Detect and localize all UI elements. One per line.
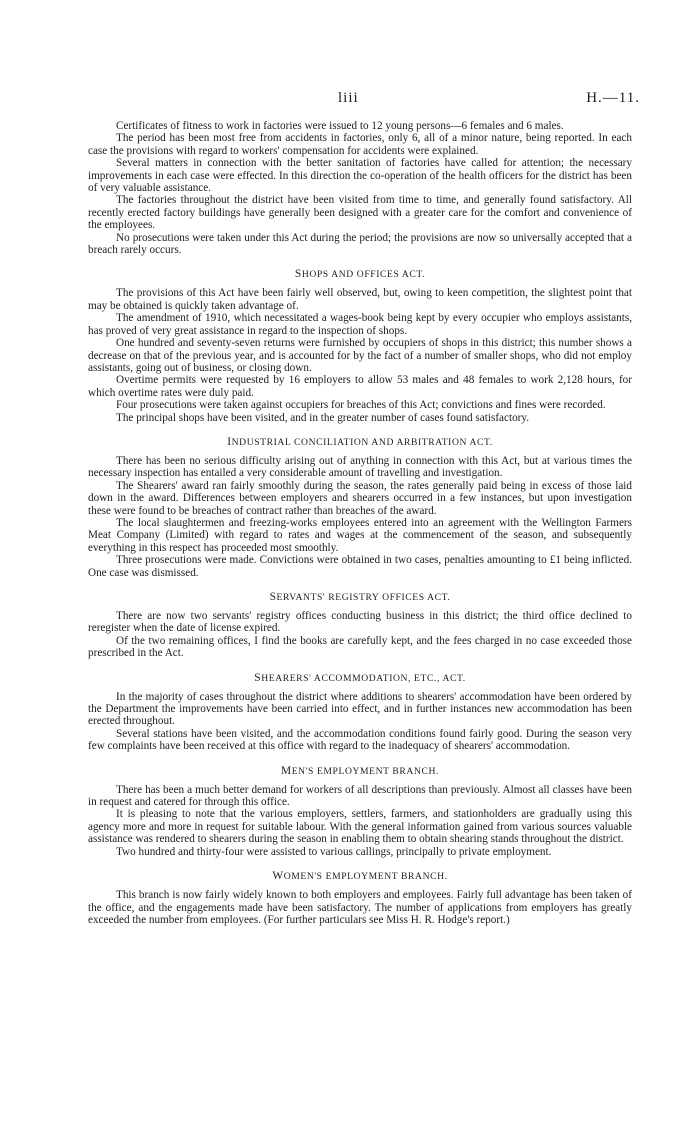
paragraph: The amendment of 1910, which necessitated a wages-book being kept by every occupier who employs assistants, has proved of very great assistance in regard to the inspection of shops.: [88, 312, 632, 337]
paragraph: Several matters in connection with the better sanitation of factories have called for attention; the necessary improvements in each case were effected. In this direction the co-operation of the health officers for the district has been of very valuable assistance.: [88, 157, 632, 195]
paragraph: There are now two servants' registry offices conducting business in this district; the third office declined to reregister when the date of license expired.: [88, 610, 632, 635]
page-header: [0, 90, 700, 110]
paragraph: The Shearers' award ran fairly smoothly during the season, the rates generally paid being in excess of those laid down in the award. Differences between employers and shearers occurred in a few instances, but upon investigation these were found to be breaches of contract rather than breaches of the award.: [88, 479, 632, 517]
section-heading: WOMEN'S EMPLOYMENT BRANCH.: [272, 870, 448, 883]
paragraph: The provisions of this Act have been fairly well observed, but, owing to keen competition, the slightest point that may be obtained is quickly taken advantage of.: [88, 287, 632, 312]
paragraph: Four prosecutions were taken against occupiers for breaches of this Act; convictions and fines were recorded.: [116, 399, 606, 412]
paragraph: In the majority of cases throughout the district where additions to shearers' accommodation have been ordered by the Department the improvements have been carried into effect, and in further instances new accommodation has been erected throughout.: [88, 690, 632, 728]
section-heading: SHOPS AND OFFICES ACT.: [294, 268, 426, 281]
paragraph: This branch is now fairly widely known to both employers and employees. Fairly full advantage has been taken of the office, and the engagements made have been satisfactory. The number of applications from employers has greatly exceeded the number from employees. (For further particulars see Miss H. R. Hodge's report.): [88, 889, 632, 926]
section-heading: SHEARERS' ACCOMMODATION, ETC., ACT.: [254, 671, 466, 684]
section: [88, 120, 632, 256]
section: [88, 672, 632, 753]
paragraph: Of the two remaining offices, I find the books are carefully kept, and the fees charged in no case exceeded those prescribed in the Act.: [88, 634, 632, 660]
page-number: liii: [338, 90, 359, 106]
paragraph: Three prosecutions were made. Convictions were obtained in two cases, penalties amounting to £1 being inflicted. One case was dismissed.: [88, 554, 632, 579]
section: [88, 870, 632, 926]
paragraph: No prosecutions were taken under this Act during the period; the provisions are now so universally accepted that a breach rarely occurs.: [88, 231, 632, 257]
paragraph: Certificates of fitness to work in factories were issued to 12 young persons—6 females and 6 males.: [116, 120, 564, 132]
document-body: [88, 120, 632, 926]
paragraph: The period has been most free from accidents in factories, only 6, all of a minor nature, being reported. In each case the provisions with regard to workers' compensation for accidents were explained.: [88, 132, 632, 157]
paragraph: It is pleasing to note that the various employers, settlers, farmers, and stationholders are gradually using this agency more and more in request for suitable labour. With the general information gained from various sources valuable assistance was rendered to shearers during the season in enabling them to obtain shearing stands throughout the district.: [88, 808, 632, 846]
section-heading: SERVANTS' REGISTRY OFFICES ACT.: [269, 591, 451, 603]
paragraph: There has been a much better demand for workers of all descriptions than previously. Almost all classes have been in request and catered for through this office.: [88, 783, 632, 809]
section: [88, 591, 632, 660]
paragraph: One hundred and seventy-seven returns were furnished by occupiers of shops in this district; this number shows a decrease on that of the previous year, and is accounted for by the fact of a number of smaller shops, who did not employ assistants, going out of business, or closing down.: [88, 337, 632, 374]
section: [88, 436, 632, 579]
paragraph: There has been no serious difficulty arising out of anything in connection with this Act, but at various times the necessary inspection has entailed a very considerable amount of travelling and investigation.: [88, 454, 632, 480]
paragraph: Two hundred and thirty-four were assisted to various callings, principally to private employment.: [116, 845, 552, 858]
section-heading: MEN'S EMPLOYMENT BRANCH.: [280, 764, 439, 777]
paragraph: The local slaughtermen and freezing-works employees entered into an agreement with the Wellington Farmers Meat Company (Limited) with regard to rates and wages at the commencement of the season, and subsequently everything in this respect has proceeded most smoothly.: [88, 516, 632, 554]
paragraph: Several stations have been visited, and the accommodation conditions found fairly good. During the season very few complaints have been received at this office with regard to the inadequacy of shearers' accommodation.: [88, 727, 632, 753]
section: [88, 765, 632, 858]
paragraph: The factories throughout the district have been visited from time to time, and generally found satisfactory. All recently erected factory buildings have generally been designed with a greater care for the comfort and convenience of the employees.: [88, 194, 632, 232]
section-heading: INDUSTRIAL CONCILIATION AND ARBITRATION ACT.: [227, 435, 493, 448]
document-reference: H.—11.: [586, 90, 640, 106]
section: [88, 268, 632, 423]
paragraph: The principal shops have been visited, and in the greater number of cases found satisfactory.: [116, 411, 530, 424]
paragraph: Overtime permits were requested by 16 employers to allow 53 males and 48 females to work 2,128 hours, for which overtime rates were duly paid.: [88, 374, 632, 399]
